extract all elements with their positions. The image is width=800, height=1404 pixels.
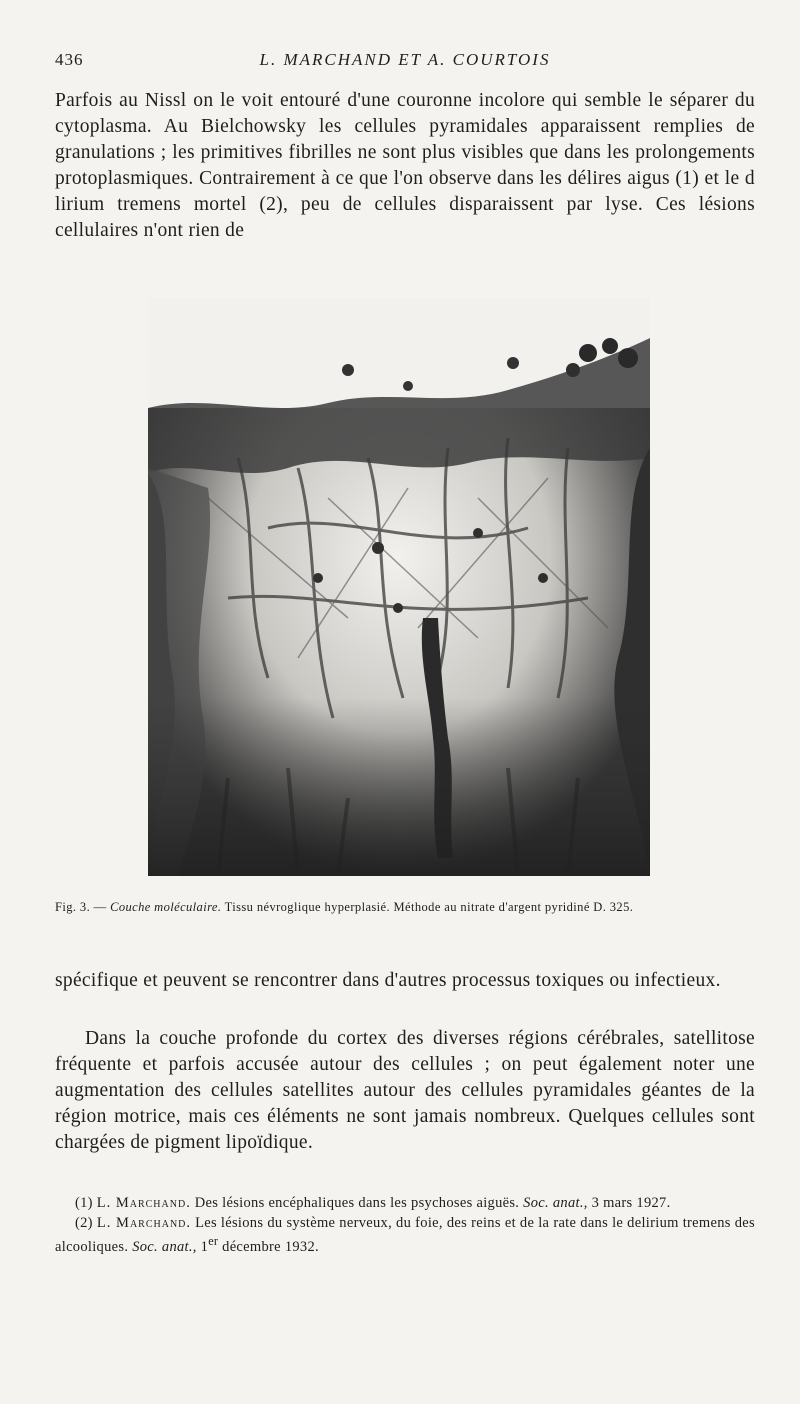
footnote-text: Des lésions encéphaliques dans les psychoses aiguës. [194,1195,520,1211]
figure-description: Tissu névroglique hyperplasié. Méthode au nitrate d'argent pyridiné D. 325. [224,900,634,914]
running-title: L. MARCHAND ET A. COURTOIS [259,50,551,69]
footnotes [55,1194,755,1258]
footnote-number: (2) [75,1215,93,1231]
footnote-date-rest: décembre 1932. [222,1238,319,1255]
running-header [55,50,755,74]
footnote-number: (1) [75,1195,93,1211]
footnote-2 [55,1214,755,1256]
micrograph-image [148,298,650,876]
caption-dash: — [93,900,111,914]
footnote-text: Les lésions du système nerveux, du foie, des reins et de la rate dans le delirium tremens des alcooliques. [55,1215,755,1255]
footnote-date-sup: er [208,1234,219,1248]
footnote-author: L. Marchand. [96,1195,191,1211]
footnote-date-day: 1 [200,1238,209,1255]
footnote-1 [55,1194,755,1212]
figure-label: Fig. 3. [55,900,91,914]
figure-caption [55,900,775,915]
micrograph-figure [148,298,650,876]
footnote-journal: Soc. anat., [523,1195,588,1211]
body-paragraph-bottom: Dans la couche profonde du cortex des diverses régions cérébrales, satellitose fréquente et parfois accusée autour des cellules ; on peut également noter une augmentation des cellules satellites autour des cellules pyramidales géantes de la région motrice, mais ces éléments ne sont jamais nombreux. Quelques cellules sont chargées de pigment lipoïdique. [55,1028,755,1153]
body-paragraph-continuation: spécifique et peuvent se rencontrer dans d'autres processus toxiques ou infectieux. [55,970,721,991]
footnote-author: L. Marchand. [96,1215,192,1231]
footnote-journal: Soc. anat., [132,1238,197,1255]
footnote-date: 3 mars 1927. [591,1195,671,1211]
page-number: 436 [55,50,84,69]
body-paragraph-top: Parfois au Nissl on le voit entouré d'une couronne incolore qui semble le séparer du cytoplasma. Au Bielchowsky les cellules pyramidales apparaissent remplies de granulations ; les primitives fibrilles ne sont plus visibles que dans les prolongements protoplasmiques. Contrairement à ce que l'on observe dans les délires aigus (1) et le d lirium tremens mortel (2), peu de cellules disparaissent par lyse. Ces lésions cellulaires n'ont rien de [55,90,755,241]
figure-title: Couche moléculaire. [110,900,222,914]
